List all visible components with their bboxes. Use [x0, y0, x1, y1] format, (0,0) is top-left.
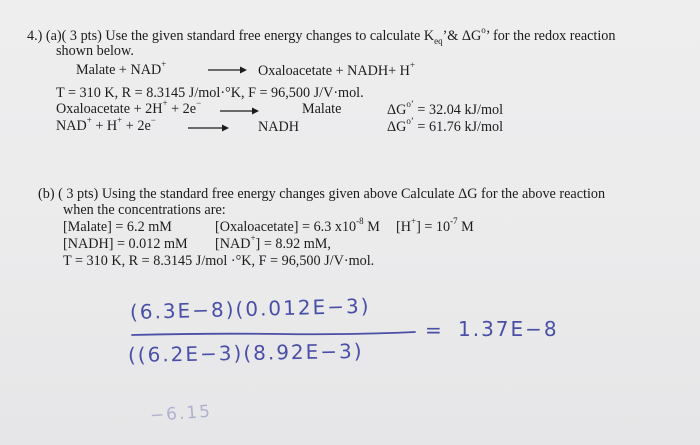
reaction-reactants: Malate + NAD+ — [76, 59, 167, 78]
handwritten-equals: = — [425, 318, 444, 342]
half-reaction-2-left: NAD+ + H+ + 2e− — [56, 115, 156, 134]
conc-nadh: [NADH] = 0.012 mM — [63, 236, 188, 252]
handwritten-fraction-bar — [130, 330, 420, 338]
handwritten-result: 1.37E−8 — [458, 317, 559, 341]
reaction-arrow — [208, 65, 248, 75]
part-b-heading-line2: when the concentrations are: — [63, 202, 226, 218]
half-reaction-1-left: Oxaloacetate + 2H+ + 2e− — [56, 98, 202, 117]
part-a-heading: 4.) (a)( 3 pts) Use the given standard free energy changes to calculate $K_{eq}’\&$ $\Delta G^o$’ for the redox reaction — [27, 25, 616, 46]
reaction-products: Oxaloacetate + NADH+ H+ — [258, 60, 415, 79]
conc-nad-plus: [NAD+] = 8.92 mM, — [215, 233, 331, 252]
part-b-constants: T = 310 K, R = 8.3145 J/mol ·°K, F = 96,500 J/V·mol. — [63, 253, 375, 269]
conc-oxaloacetate: [Oxaloacetate] = 6.3 $x10^{-8}$ M — [215, 216, 380, 235]
part-a-heading-line2: shown below. — [56, 43, 134, 59]
half-reaction-1-right: Malate — [302, 101, 342, 117]
half-reaction-1-dg: $\Delta G^{o’} = 32.04$ kJ/mol — [387, 99, 504, 118]
part-b-heading: (b) ( 3 pts) Using the standard free energy changes given above Calculate ΔG for the above reaction — [38, 186, 606, 202]
half-reaction-2-arrow — [188, 123, 230, 133]
conc-malate: [Malate] = 6.2 mM — [63, 219, 172, 235]
conc-h-plus: $[H^+] = 10^{-7}$ M — [396, 216, 474, 235]
half-reaction-1-arrow — [220, 106, 260, 116]
handwritten-scribble: −6.15 — [149, 401, 213, 426]
handwritten-numerator: (6.3E−8)(0.012E−3) — [129, 293, 371, 324]
half-reaction-2-dg: $\Delta G^{o’} = 61.76$ kJ/mol — [387, 116, 504, 135]
half-reaction-2-right: NADH — [258, 119, 299, 135]
handwritten-denominator: ((6.2E−3)(8.92E−3) — [127, 338, 364, 367]
part-a-constants: T = 310 K, R = 8.3145 J/mol·°K, F = 96,500 J/V·mol. — [56, 85, 364, 101]
